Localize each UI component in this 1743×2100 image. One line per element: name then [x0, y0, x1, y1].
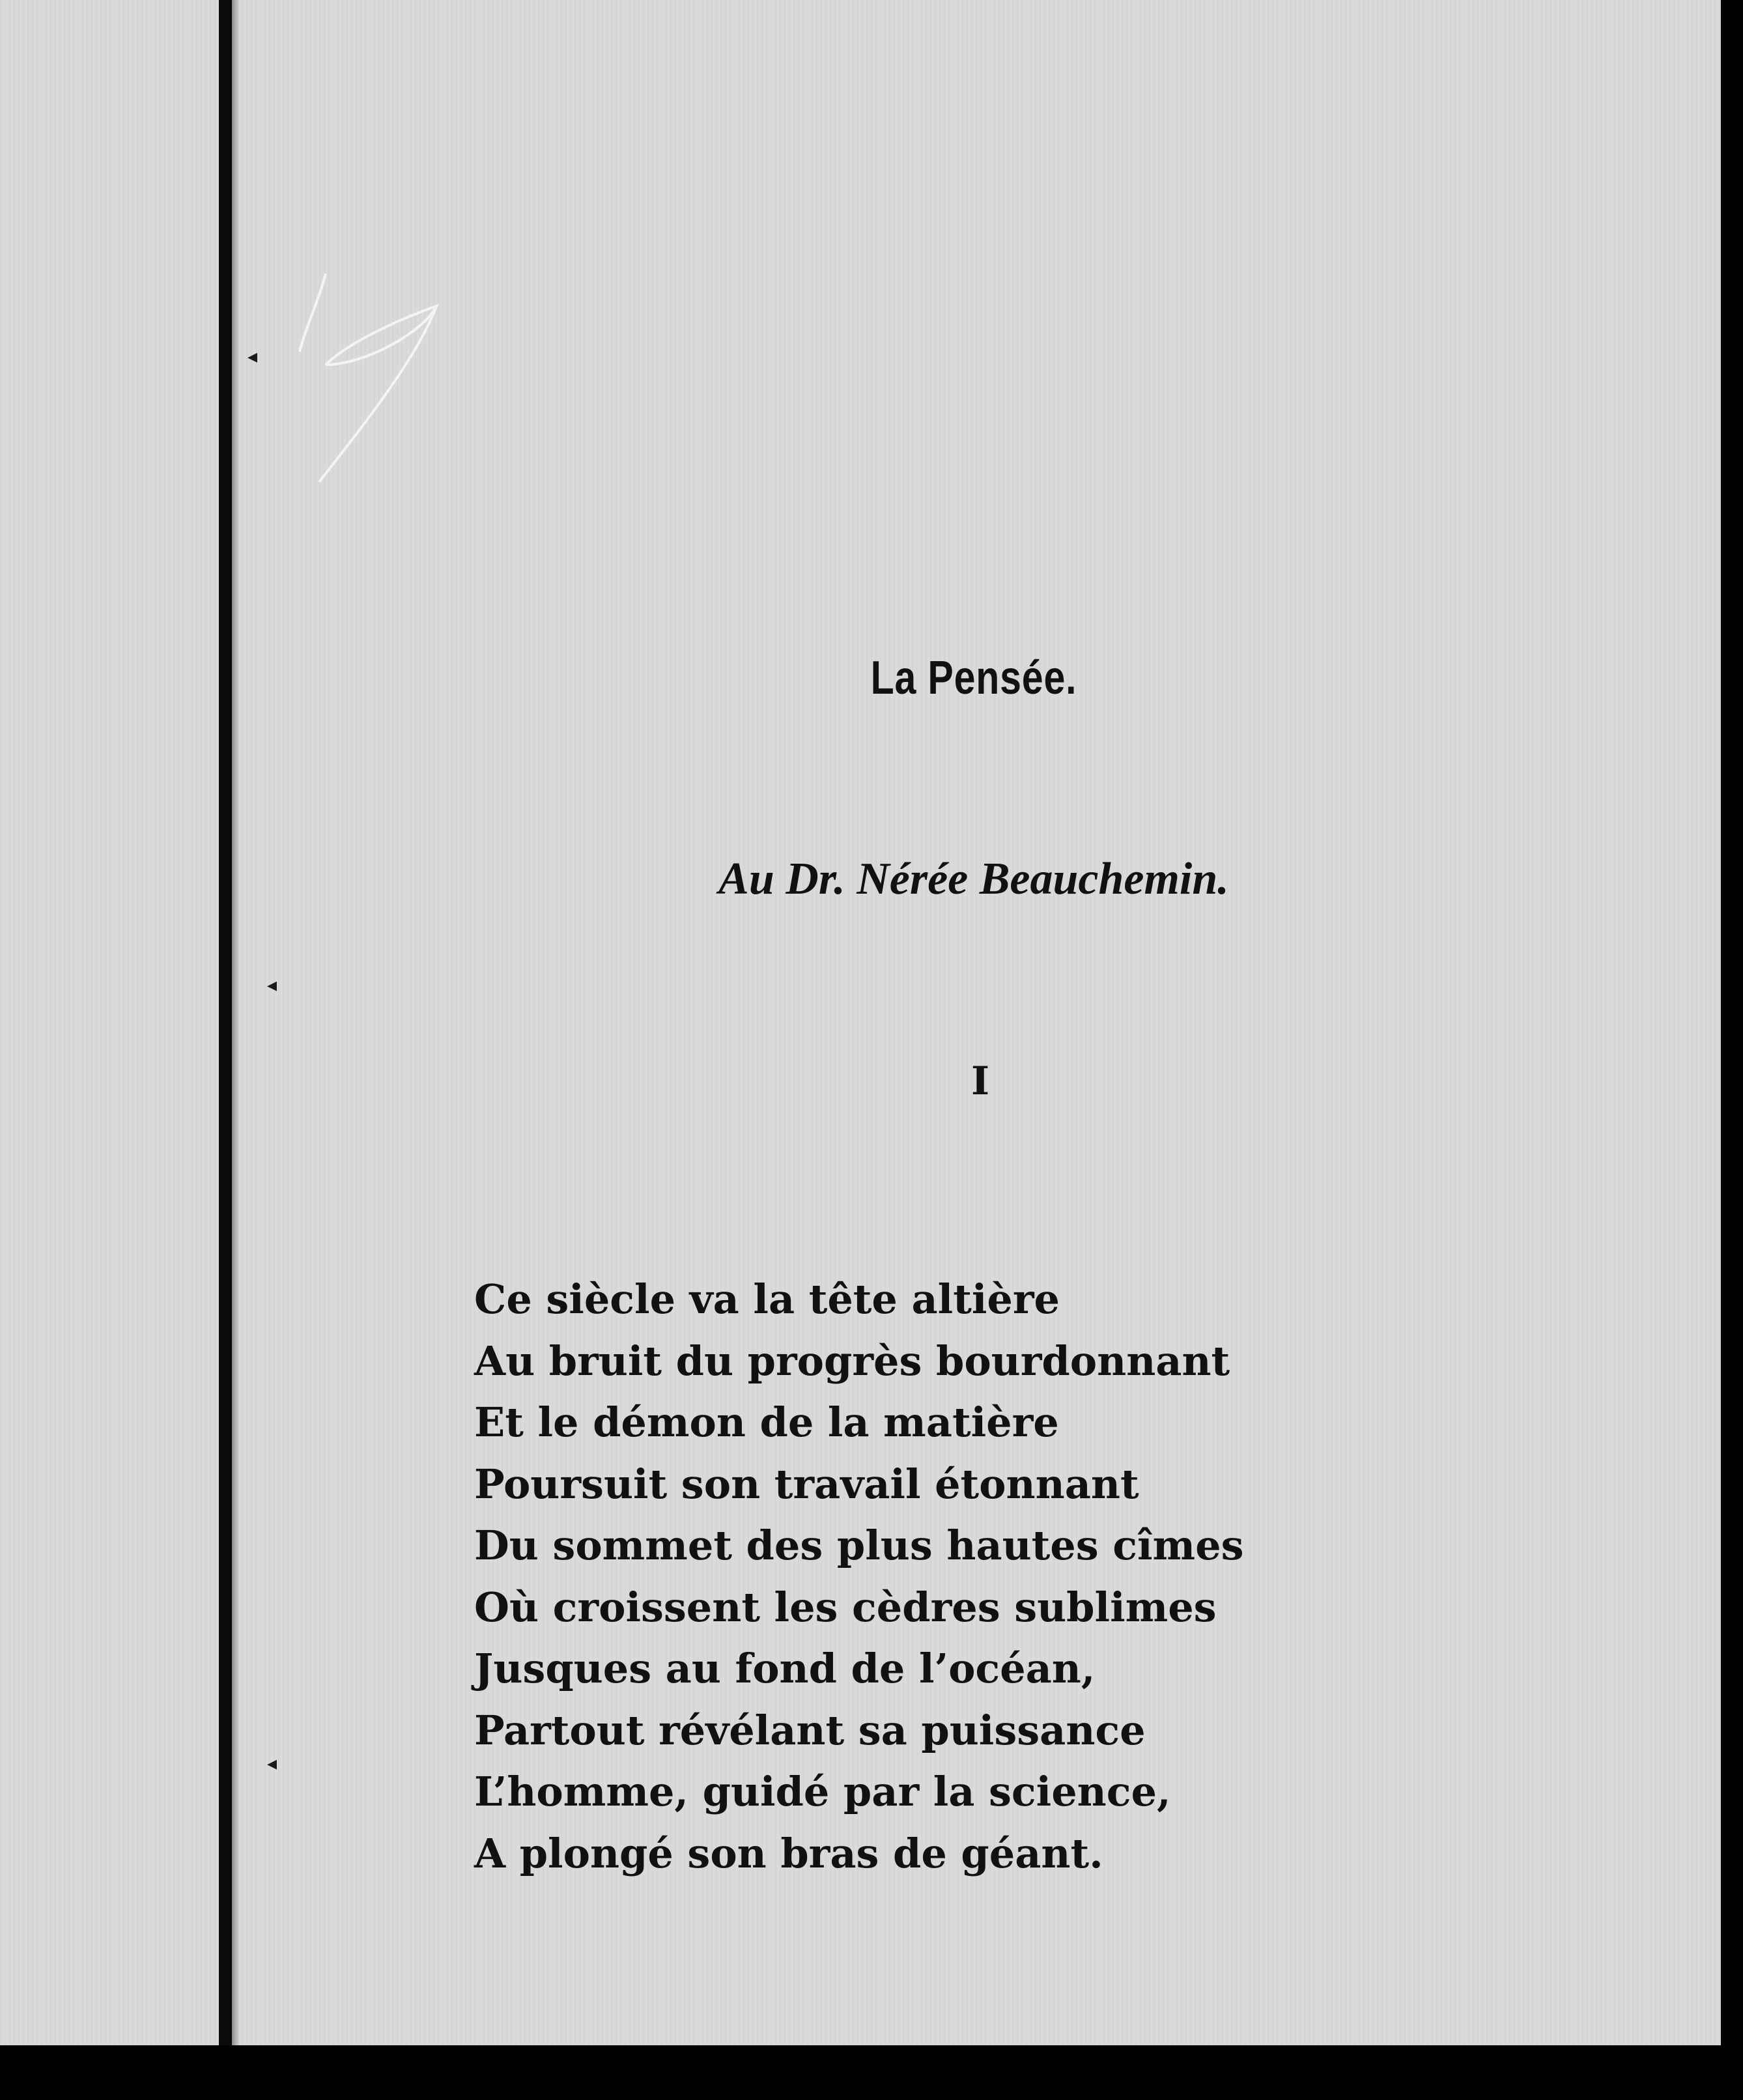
scan-border-bottom	[0, 2045, 1743, 2100]
binding-gutter	[219, 0, 232, 2045]
margin-mark: ◂	[267, 974, 277, 997]
verse-line: Et le démon de la matière	[474, 1398, 1059, 1446]
verse-line: Poursuit son travail étonnant	[474, 1460, 1139, 1508]
verse-line: Ce siècle va la tête altière	[474, 1275, 1060, 1323]
poem-title: La Pensée.	[870, 652, 1077, 704]
verse-line: A plongé son bras de géant.	[474, 1829, 1103, 1877]
verse-line: Au bruit du progrès bourdonnant	[474, 1337, 1230, 1385]
pencil-mark	[287, 261, 469, 508]
scan-border-right	[1721, 0, 1743, 2100]
dedication: Au Dr. Nérée Beauchemin.	[718, 854, 1229, 904]
verse-line: L’homme, guidé par la science,	[474, 1768, 1171, 1815]
verse-line: Jusques au fond de l’océan,	[474, 1645, 1096, 1692]
margin-mark: ◂	[248, 345, 258, 368]
stanza	[474, 1269, 1386, 1884]
verse-line: Partout révélant sa puissance	[474, 1706, 1146, 1754]
verse-line: Du sommet des plus hautes cîmes	[474, 1522, 1244, 1569]
margin-mark: ◂	[267, 1752, 277, 1775]
section-number: I	[971, 1058, 990, 1104]
verse-line: Où croissent les cèdres sublimes	[474, 1583, 1217, 1631]
gutter-shadow	[232, 0, 240, 2045]
